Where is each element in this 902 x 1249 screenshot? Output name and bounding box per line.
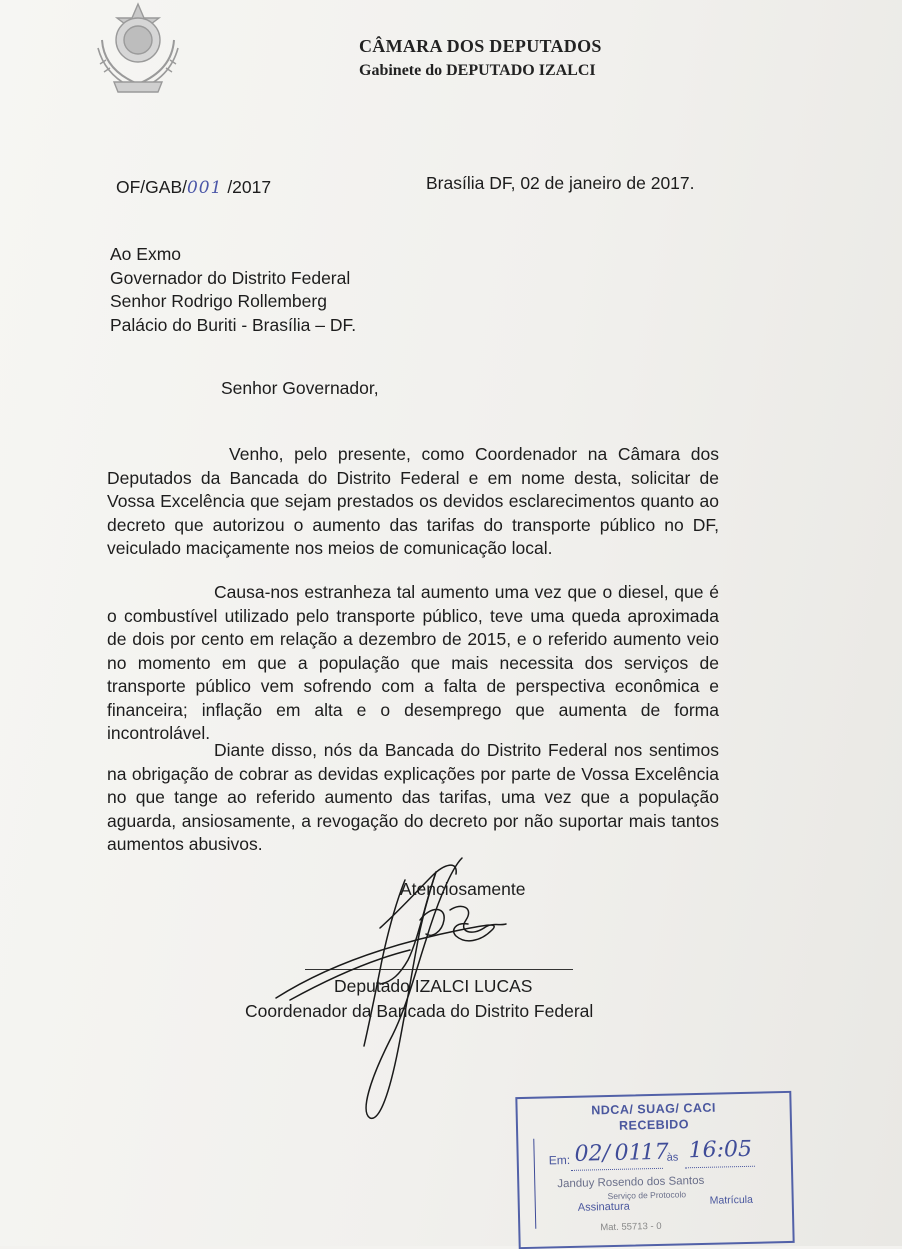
- stamp-day: 02: [574, 1141, 603, 1167]
- stamp-year: 17: [640, 1139, 669, 1166]
- addressee-block: [110, 243, 356, 337]
- stamp-date-label: Em:: [548, 1152, 571, 1168]
- signatory-title: Coordenador da Bancada do Distrito Federal: [245, 1001, 594, 1021]
- stamp-date-underline: [571, 1168, 663, 1171]
- reference-number: 001: [186, 178, 223, 198]
- stamp-month: 01: [614, 1140, 643, 1166]
- stamp-department: NDCA/ SUAG/ CACI: [591, 1100, 717, 1118]
- stamp-time: 16:05: [688, 1136, 753, 1164]
- salutation: Senhor Governador,: [221, 378, 379, 398]
- body-paragraph: Causa-nos estranheza tal aumento uma vez que o diesel, que é o combustível utilizado pelo transporte público, teve uma queda aproximada de dois por cento em relação a dezembro de 2015, e o referido aumento veio no momento em que a população que mais necessita dos serviços de transporte público vem sofrendo com a falta de perspectiva econômica e financeira; inflação em alta e o desemprego que aumenta de forma incontrolável.: [107, 582, 719, 743]
- reference-suffix: /2017: [227, 177, 272, 197]
- stamp-receiver-name: Janduy Rosendo dos Santos: [557, 1174, 705, 1191]
- stamp-date-separator: /: [602, 1141, 611, 1167]
- office-name: Gabinete do DEPUTADO IZALCI: [359, 62, 596, 79]
- stamp-time-underline: [685, 1166, 755, 1169]
- signatory-name: Deputado IZALCI LUCAS: [334, 976, 533, 996]
- letterhead: [359, 36, 602, 80]
- body-paragraph: Diante disso, nós da Bancada do Distrito Federal nos sentimos na obrigação de cobrar as devidas explicações por parte de Vossa Excelência no que tange ao referido aumento das tarifas, uma vez que a população aguarda, ansiosamente, a revogação do decreto por não suportar mais tantos aumentos abusivos.: [107, 740, 719, 854]
- stamp-pen-stroke: [533, 1139, 536, 1229]
- handwritten-signature: [230, 850, 560, 1130]
- stamp-time-label: às: [666, 1151, 679, 1164]
- institution-name: CÂMARA DOS DEPUTADOS: [359, 36, 602, 56]
- stamp-registration: Mat. 55713 - 0: [600, 1220, 662, 1234]
- document-reference: [116, 176, 271, 201]
- stamp-receiver-note: Serviço de Protocolo: [607, 1189, 687, 1202]
- closing: Atenciosamente: [400, 879, 526, 899]
- received-stamp: [515, 1091, 794, 1249]
- stamp-registration-label: Matrícula: [709, 1193, 754, 1207]
- addressee-line: Palácio do Buriti - Brasília – DF.: [110, 314, 357, 335]
- stamp-signature-label: Assinatura: [577, 1200, 630, 1214]
- reference-prefix: OF/GAB/: [116, 177, 187, 197]
- addressee-line: Senhor Rodrigo Rollemberg: [110, 291, 327, 311]
- addressee-line: Governador do Distrito Federal: [110, 267, 351, 288]
- date-line: Brasília DF, 02 de janeiro de 2017.: [426, 173, 695, 193]
- stamp-status: RECEBIDO: [618, 1117, 690, 1133]
- addressee-line: Ao Exmo: [110, 244, 181, 264]
- coat-of-arms-emblem: [84, 0, 192, 96]
- body-paragraph: Venho, pelo presente, como Coordenador na Câmara dos Deputados da Bancada do Distrito Federal e em nome desta, solicitar de Vossa Excelência que sejam prestados os devidos esclarecimentos quanto ao decreto que autorizou o aumento das tarifas do transporte público no DF, veiculado maciçamente nos meios de comunicação local.: [107, 444, 719, 558]
